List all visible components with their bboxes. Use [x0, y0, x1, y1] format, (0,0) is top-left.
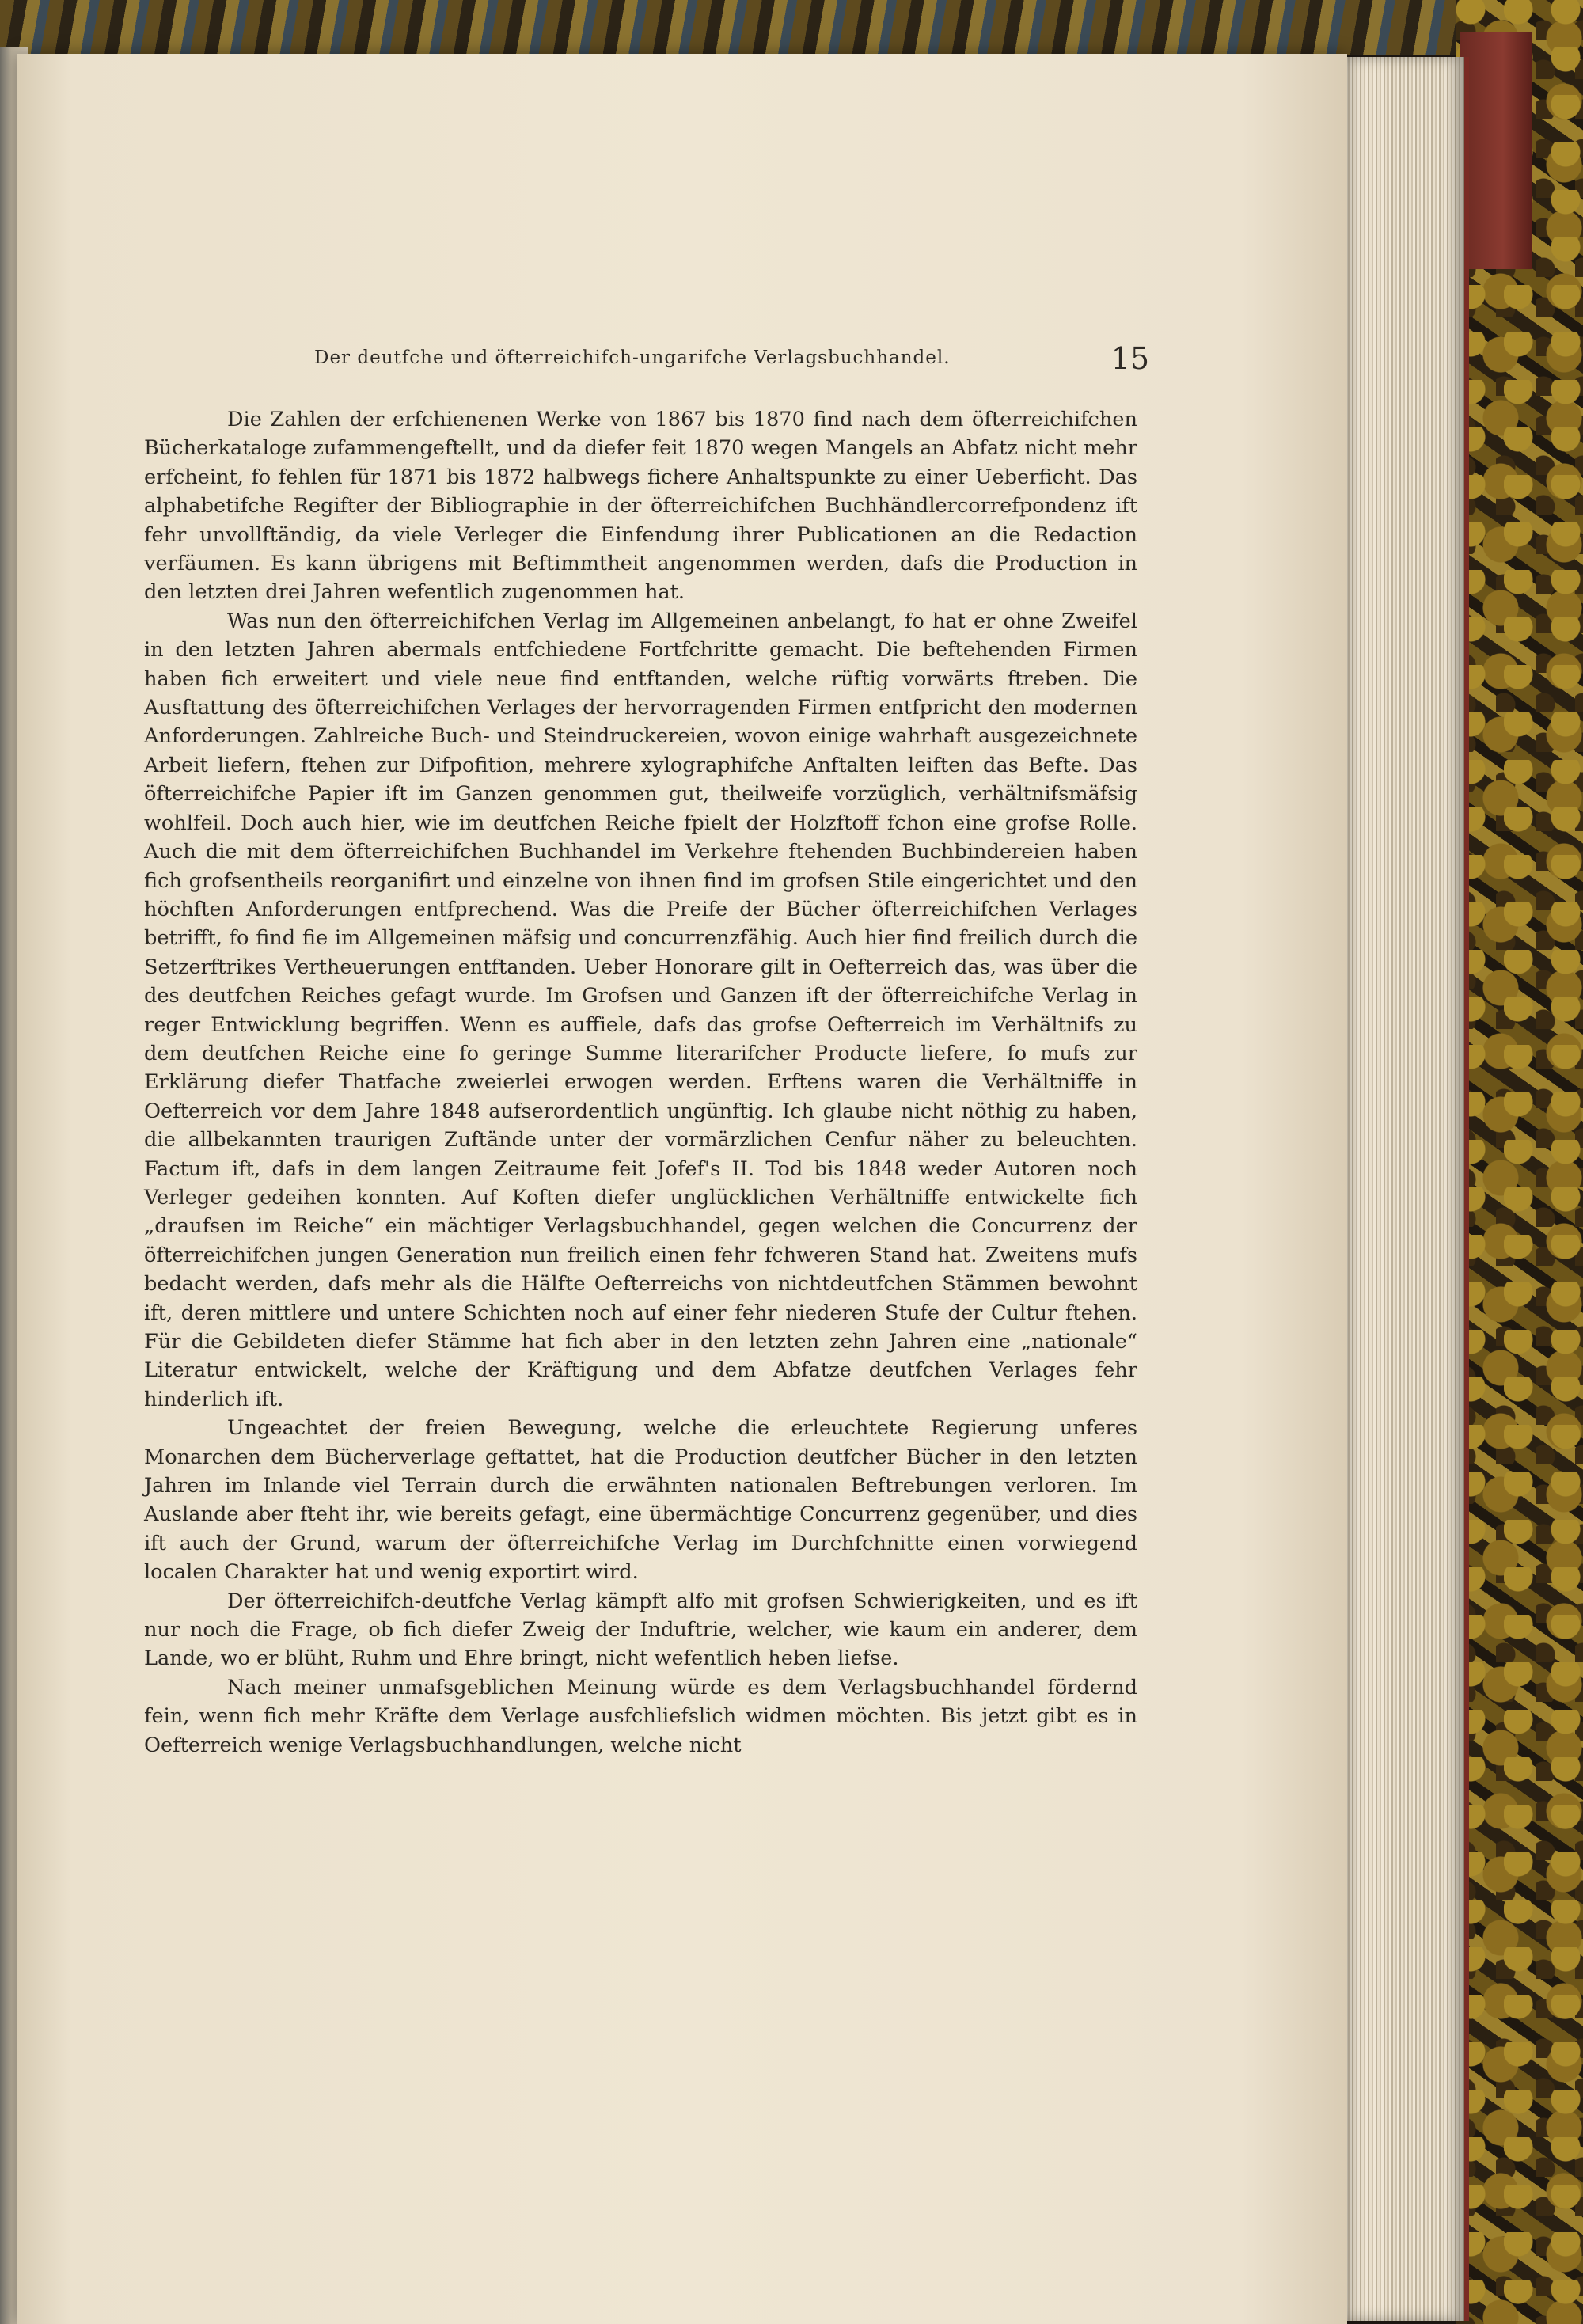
page-stack-edge: [1338, 57, 1469, 2321]
paragraph: Nach meiner unmafsgeblichen Meinung würde es dem Verlagsbuchhandel fördernd fein, wenn fich mehr Kräfte dem Verlage ausfchliefslich widmen möchten. Bis jetzt gibt es in Oefterreich wenige Verlagsbuchhandlungen, welche nicht: [144, 1675, 1137, 1757]
binding-cloth: [1460, 32, 1532, 269]
marbled-top-edge: [0, 0, 1583, 55]
paragraph: Was nun den öfterreichifchen Verlag im Allgemeinen anbelangt, fo hat er ohne Zweifel in den letzten Jahren abermals entfchiedene Fortfchritte gemacht. Die beftehenden Firmen haben fich erweitert und viele neue find entftanden, welche rüftig vorwärts ftreben. Die Ausftattung des öfterreichifchen Verlages der hervorragenden Firmen entfpricht den modernen Anforderungen. Zahlreiche Buch- und Steindruckereien, wovon einige wahrhaft ausgezeichnete Arbeit liefern, ftehen zur Difpofition, mehrere xylographifche Anftalten leiften das Befte. Das öfterreichifche Papier ift im Ganzen genommen gut, theilweife vorzüglich, verhältnifsmäfsig wohlfeil. Doch auch hier, wie im deutfchen Reiche fpielt der Holzftoff fchon eine grofse Rolle. Auch die mit dem öfterreichifchen Buchhandel im Verkehre ftehenden Buchbindereien haben fich grofsentheils reorganifirt und einzelne von ihnen find im grofsen Stile eingerichtet und den höchften Anforderungen entfprechend. Was die Preife der Bücher öfterreichifchen Verlages betrifft, fo find fie im Allgemeinen mäfsig und concurrenzfähig. Auch hier find freilich durch die Setzerftrikes Vertheuerungen entftanden. Ueber Honorare gilt in Oefterreich das, was über die des deutfchen Reiches gefagt wurde. Im Grofsen und Ganzen ift der öfterreichifche Verlag in reger Entwicklung begriffen. Wenn es auffiele, dafs das grofse Oefterreich im Verhältnifs zu dem deutfchen Reiche eine fo geringe Summe literarifcher Producte liefere, fo mufs zur Erklärung diefer Thatfache zweierlei erwogen werden. Erftens waren die Verhältniffe in Oefterreich vor dem Jahre 1848 aufserordentlich ungünftig. Ich glaube nicht nöthig zu haben, die allbekannten traurigen Zuftände unter der vormärzlichen Cenfur näher zu beleuchten. Factum ift, dafs in dem langen Zeitraume feit Jofef's II. Tod bis 1848 weder Autoren noch Verleger gedeihen konnten. Auf Koften diefer unglücklichen Verhältniffe entwickelte fich „draufsen im Reiche“ ein mächtiger Verlagsbuchhandel, gegen welchen die Concurrenz der öfterreichifchen jungen Generation nun freilich einen fehr fchweren Stand hat. Zweitens mufs bedacht werden, dafs mehr als die Hälfte Oefterreichs von nichtdeutfchen Stämmen bewohnt ift, deren mittlere und untere Schichten noch auf einer fehr niederen Stufe der Cultur ftehen. Für die Gebildeten diefer Stämme hat fich aber in den letzten zehn Jahren eine „nationale“ Literatur entwickelt, welche der Kräftigung und dem Abfatze deutfchen Verlages fehr hinderlich ift.: [144, 609, 1137, 1411]
running-head: Der deutfche und öfterreichifch-ungarifche Verlagsbuchhandel.: [314, 347, 951, 368]
marbled-endpaper: [1456, 0, 1583, 2324]
paragraph: Ungeachtet der freien Bewegung, welche die erleuchtete Regierung unferes Monarchen dem Bücherverlage geftattet, hat die Production deutfcher Bücher in den letzten Jahren im Inlande viel Terrain durch die erwähnten nationalen Beftrebungen verloren. Im Auslande aber fteht ihr, wie bereits gefagt, eine übermächtige Concurrenz gegenüber, und dies ift auch der Grund, warum der öfterreichifche Verlag im Durchfchnitte einen vorwiegend localen Charakter hat und wenig exportirt wird.: [144, 1416, 1137, 1585]
page-number: 15: [1110, 341, 1149, 376]
body-text: [144, 405, 1137, 1760]
paragraph: Die Zahlen der erfchienenen Werke von 1867 bis 1870 find nach dem öfterreichifchen Bücherkataloge zufammengeftellt, und da diefer feit 1870 wegen Mangels an Abfatz nicht mehr erfcheint, fo fehlen für 1871 bis 1872 halbwegs fichere Anhaltspunkte zu einer Ueberficht. Das alphabetifche Regifter der Bibliographie in der öfterreichifchen Buchhändlercorrefpondenz ift fehr unvollftändig, da viele Verleger die Einfendung ihrer Publicationen an die Redaction verfäumen. Es kann übrigens mit Beftimmtheit angenommen werden, dafs die Production in den letzten drei Jahren wefentlich zugenommen hat.: [144, 408, 1137, 605]
page-header: [314, 341, 1149, 381]
paragraph: Der öfterreichifch-deutfche Verlag kämpft alfo mit grofsen Schwierigkeiten, und es ift nur noch die Frage, ob fich diefer Zweig der Induftrie, welcher, wie kaum ein anderer, dem Lande, wo er blüht, Ruhm und Ehre bringt, nicht wefentlich heben liefse.: [144, 1589, 1137, 1671]
book-page: [17, 54, 1347, 2324]
